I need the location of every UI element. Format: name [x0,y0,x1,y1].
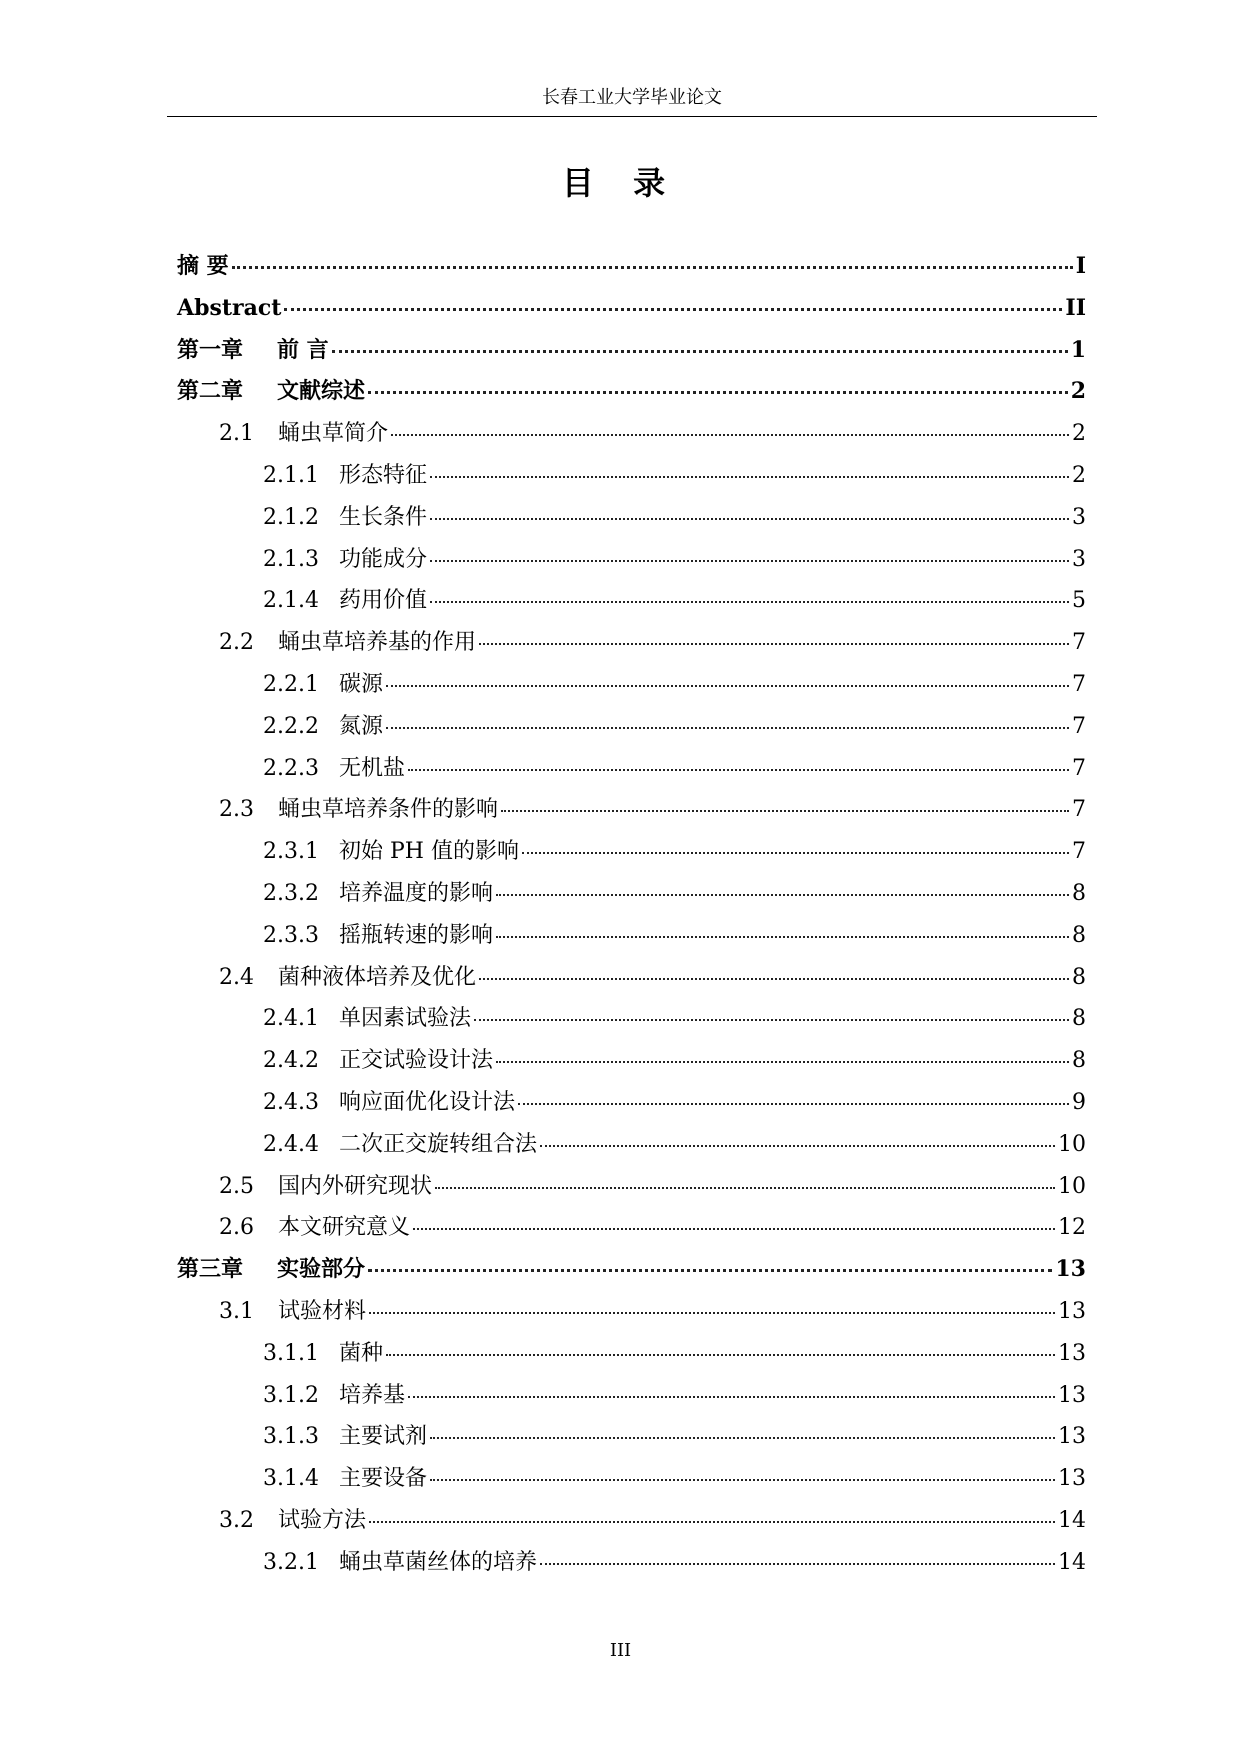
toc-entry-number: 2.1.1 [263,462,319,488]
dot-leader [479,639,1069,645]
toc-entry[interactable] [177,1500,1086,1542]
dot-leader [501,806,1069,812]
toc-entry-label: 生长条件 [339,504,428,530]
toc-entry[interactable] [177,1458,1086,1500]
toc-entry-page: 8 [1072,922,1086,948]
dot-leader [413,1224,1055,1230]
toc-entry[interactable] [177,580,1086,622]
toc-entry-page: 14 [1058,1507,1086,1533]
dot-leader [408,1392,1055,1398]
dot-leader [522,848,1069,854]
toc-entry-label: 国内外研究现状 [278,1173,433,1199]
dot-leader [391,430,1069,436]
toc-entry-page: 13 [1058,1298,1086,1324]
toc-entry-label: 响应面优化设计法 [339,1089,516,1115]
toc-entry-page: 7 [1072,671,1086,697]
dot-leader [430,556,1069,562]
toc-entry-number: 2.6 [219,1215,254,1241]
toc-entry-label: 蛹虫草培养基的作用 [278,630,477,656]
toc-entry-number: 2.3.2 [263,880,319,906]
dot-leader [386,1350,1055,1356]
toc-entry-label: 单因素试验法 [339,1006,472,1032]
toc-entry-page: 7 [1072,755,1086,781]
toc-entry-label: 蛹虫草培养条件的影响 [278,797,499,823]
dot-leader [284,304,1062,311]
toc-entry-label: 前 言 [277,336,329,363]
toc-entry-number: 2.1 [219,421,254,447]
toc-entry[interactable] [177,1124,1086,1166]
toc-entry[interactable] [177,539,1086,581]
dot-leader [368,387,1068,394]
dot-leader [430,514,1069,520]
toc-entry-number: 2.4 [219,964,254,990]
dot-leader [474,1015,1069,1021]
dot-leader [430,472,1069,478]
dot-leader [369,1308,1055,1314]
toc-entry[interactable] [177,873,1086,915]
dot-leader [496,1057,1069,1063]
dot-leader [540,1559,1055,1565]
toc-entry-page: 13 [1058,1466,1086,1492]
toc-entry-number: 3.1.1 [263,1340,319,1366]
toc-entry-label: 形态特征 [339,462,428,488]
toc-entry-label: 实验部分 [277,1256,366,1283]
toc-entry[interactable] [177,831,1086,873]
toc-entry-page: 10 [1058,1173,1086,1199]
toc-entry-number: 2.1.3 [263,546,319,572]
toc-entry-label: 主要试剂 [339,1424,428,1450]
toc-entry[interactable] [177,246,1086,288]
toc-entry-number: 2.2 [219,630,254,656]
dot-leader [496,890,1069,896]
dot-leader [435,1183,1055,1189]
dot-leader [430,597,1069,603]
toc-entry[interactable] [177,1040,1086,1082]
toc-entry-label: 药用价值 [339,588,428,614]
toc-entry-label: 无机盐 [339,755,406,781]
dot-leader [368,1265,1052,1272]
toc-entry-page: I [1075,253,1086,279]
toc-entry[interactable] [177,1082,1086,1124]
toc-entry-number: 2.4.4 [263,1131,319,1157]
toc-entry[interactable] [177,371,1086,413]
toc-entry-number: 2.4.3 [263,1089,319,1115]
toc-entry-label: 试验方法 [278,1507,367,1533]
toc-entry-number: 3.1 [219,1298,254,1324]
toc-entry-number: 2.2.3 [263,755,319,781]
toc-entry[interactable] [177,330,1086,372]
toc-entry[interactable] [177,1416,1086,1458]
toc-entry-number: 2.5 [219,1173,254,1199]
toc-entry[interactable] [177,957,1086,999]
toc-entry-number: 3.1.3 [263,1424,319,1450]
toc-entry[interactable] [177,1542,1086,1584]
toc-entry-number: 第二章 [177,378,244,405]
dot-leader [386,723,1069,729]
toc-entry-page: 5 [1072,588,1086,614]
page-title: 目 录 [561,164,680,202]
page-number: III [609,1640,632,1661]
toc-entry-page: 3 [1072,546,1086,572]
toc-entry-label: 培养温度的影响 [339,880,494,906]
toc-entry[interactable] [177,1207,1086,1249]
toc-entry-label: 蛹虫草简介 [278,421,389,447]
toc-entry-number: 第一章 [177,336,244,363]
toc-entry-number: 2.1.2 [263,504,319,530]
toc-entry[interactable] [177,998,1086,1040]
toc-entry-label: 二次正交旋转组合法 [339,1131,538,1157]
toc-entry-label: 蛹虫草菌丝体的培养 [339,1549,538,1575]
dot-leader [430,1433,1055,1439]
toc-entry-page: 2 [1070,378,1086,405]
toc-entry[interactable] [177,288,1086,330]
toc-entry[interactable] [177,1249,1086,1291]
toc-entry-label: 文献综述 [277,378,366,405]
toc-entry-label: 功能成分 [339,546,428,572]
toc-entry-page: II [1065,294,1086,321]
toc-entry-page: 8 [1072,964,1086,990]
dot-leader [332,346,1068,353]
toc-entry[interactable] [177,1166,1086,1208]
toc-entry-label: 摇瓶转速的影响 [339,922,494,948]
dot-leader [540,1141,1055,1147]
toc-entry-page: 8 [1072,1048,1086,1074]
toc-entry-page: 13 [1055,1256,1086,1283]
toc-entry-label: 菌种 [339,1340,384,1366]
toc-entry-label: 正交试验设计法 [339,1048,494,1074]
toc-entry-page: 8 [1072,1006,1086,1032]
toc-entry-page: 12 [1058,1215,1086,1241]
toc-entry-page: 2 [1072,462,1086,488]
toc-entry[interactable] [177,622,1086,664]
toc-entry-page: 13 [1058,1382,1086,1408]
toc-entry-label: 菌种液体培养及优化 [278,964,477,990]
toc-entry-label: 培养基 [339,1382,406,1408]
toc-entry-number: 3.1.4 [263,1466,319,1492]
toc-entry[interactable] [177,664,1086,706]
toc-entry[interactable] [177,497,1086,539]
toc-entry-number: 2.4.1 [263,1006,319,1032]
table-of-contents [177,246,1086,1584]
toc-entry-number: 第三章 [177,1256,244,1283]
toc-entry[interactable] [177,1291,1086,1333]
toc-entry-label: 氮源 [339,713,384,739]
toc-entry-page: 7 [1072,713,1086,739]
dot-leader [232,262,1073,269]
toc-entry-label: 碳源 [339,671,384,697]
toc-entry-label: 摘 要 [177,253,229,279]
dot-leader [479,974,1069,980]
toc-entry[interactable] [177,706,1086,748]
toc-entry-number: 2.4.2 [263,1048,319,1074]
toc-entry[interactable] [177,789,1086,831]
toc-entry-label: 试验材料 [278,1298,367,1324]
toc-entry-label: 本文研究意义 [278,1215,411,1241]
toc-entry-page: 7 [1072,797,1086,823]
dot-leader [496,932,1069,938]
running-header: 长春工业大学毕业论文 [542,87,722,108]
toc-entry-number: 3.1.2 [263,1382,319,1408]
dot-leader [430,1475,1055,1481]
toc-entry-page: 3 [1072,504,1086,530]
toc-entry-page: 13 [1058,1424,1086,1450]
toc-entry[interactable] [177,455,1086,497]
toc-entry-label: 主要设备 [339,1466,428,1492]
toc-entry[interactable] [177,413,1086,455]
dot-leader [386,681,1069,687]
toc-entry-label: 初始 PH 值的影响 [339,839,519,865]
toc-entry-number: 2.2.1 [263,671,319,697]
toc-entry-label: Abstract [177,294,282,321]
toc-entry[interactable] [177,1375,1086,1417]
toc-entry-number: 2.3 [219,797,254,823]
toc-entry[interactable] [177,915,1086,957]
toc-entry-page: 2 [1072,421,1086,447]
header-rule [167,116,1097,117]
toc-entry-page: 1 [1070,336,1086,363]
dot-leader [408,765,1069,771]
dot-leader [369,1517,1055,1523]
toc-entry-number: 2.3.1 [263,839,319,865]
toc-entry[interactable] [177,748,1086,790]
toc-entry-page: 7 [1072,630,1086,656]
toc-entry-number: 3.2 [219,1507,254,1533]
toc-entry-number: 2.1.4 [263,588,319,614]
toc-entry[interactable] [177,1333,1086,1375]
toc-entry-page: 13 [1058,1340,1086,1366]
toc-entry-number: 2.2.2 [263,713,319,739]
toc-entry-number: 3.2.1 [263,1549,319,1575]
toc-entry-page: 10 [1058,1131,1086,1157]
toc-entry-page: 9 [1072,1089,1086,1115]
toc-entry-page: 8 [1072,880,1086,906]
dot-leader [518,1099,1069,1105]
toc-entry-number: 2.3.3 [263,922,319,948]
toc-entry-page: 7 [1072,839,1086,865]
toc-entry-page: 14 [1058,1549,1086,1575]
